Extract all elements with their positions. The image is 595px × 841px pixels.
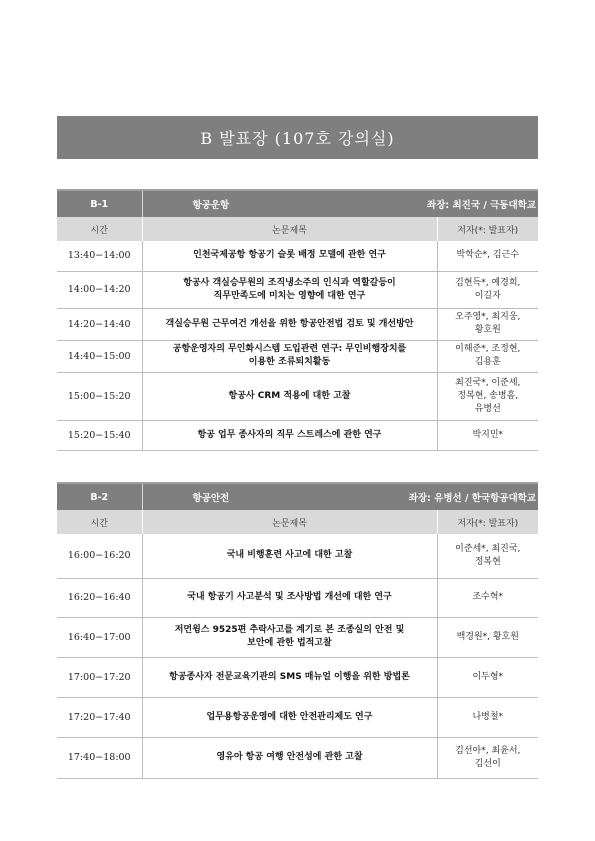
row-authors: 박학순*, 김근수 xyxy=(437,241,538,271)
row-time: 15:00−15:20 xyxy=(57,372,142,420)
column-header-author: 저자(*: 발표자) xyxy=(437,510,538,534)
table-row xyxy=(57,241,538,271)
row-time: 16:20−16:40 xyxy=(57,578,142,617)
row-authors: 최진국*, 이준세, 정복현, 송병흠, 유병선 xyxy=(437,372,538,420)
row-authors: 김현득*, 예경희, 이길자 xyxy=(437,271,538,308)
session-topic: 항공안전 xyxy=(192,493,230,504)
row-authors: 오주영*, 최지웅, 황호원 xyxy=(437,308,538,340)
row-authors: 백경원*, 황호원 xyxy=(437,617,538,657)
session-chair: 좌장: 유병선 / 한국항공대학교 xyxy=(408,493,537,504)
column-header-title: 논문제목 xyxy=(142,217,437,241)
row-time: 17:00−17:20 xyxy=(57,657,142,697)
row-authors: 이해준*, 조정현, 김용훈 xyxy=(437,340,538,372)
row-time: 14:00−14:20 xyxy=(57,271,142,308)
row-title: 영유아 항공 여행 안전성에 관한 고찰 xyxy=(142,737,437,778)
row-title: 항공사 CRM 적용에 대한 고찰 xyxy=(142,372,437,420)
column-header-title: 논문제목 xyxy=(142,510,437,534)
row-authors: 이두형* xyxy=(437,657,538,697)
row-time: 17:40−18:00 xyxy=(57,737,142,778)
table-row xyxy=(57,340,538,372)
table-row xyxy=(57,737,538,778)
row-title: 인천국제공항 항공기 슬롯 배정 모델에 관한 연구 xyxy=(142,241,437,271)
row-time: 13:40−14:00 xyxy=(57,241,142,271)
session-table-b1 xyxy=(57,189,538,451)
row-title: 항공 업무 종사자의 직무 스트레스에 관한 연구 xyxy=(142,420,437,450)
row-title: 업무용항공운영에 대한 안전관리제도 연구 xyxy=(142,697,437,737)
row-title: 객실승무원 근무여건 개선을 위한 항공안전법 검토 및 개선방안 xyxy=(142,308,437,340)
column-header-time: 시간 xyxy=(57,510,142,534)
session-table-b2 xyxy=(57,482,538,779)
session-topic: 항공운항 xyxy=(192,200,230,211)
row-title: 공항운영자의 무인화시스템 도입관련 연구: 무인비행장치를 이용한 조류퇴치활동 xyxy=(142,340,437,372)
row-time: 16:00−16:20 xyxy=(57,534,142,578)
row-authors: 나병철* xyxy=(437,697,538,737)
row-time: 15:20−15:40 xyxy=(57,420,142,450)
row-authors: 박지민* xyxy=(437,420,538,450)
row-authors: 김선아*, 최윤서, 김선이 xyxy=(437,737,538,778)
table-row xyxy=(57,372,538,420)
session-code: B-1 xyxy=(57,190,142,217)
row-title: 저먼윙스 9525편 추락사고를 계기로 본 조종실의 안전 및 보안에 관한 법적고찰 xyxy=(142,617,437,657)
row-time: 17:20−17:40 xyxy=(57,697,142,737)
table-row xyxy=(57,420,538,450)
session-code: B-2 xyxy=(57,483,142,510)
table-row xyxy=(57,697,538,737)
row-title: 항공사 객실승무원의 조직냉소주의 인식과 역할갈등이 직무만족도에 미치는 영향에 대한 연구 xyxy=(142,271,437,308)
table-row xyxy=(57,534,538,578)
table-row xyxy=(57,657,538,697)
row-time: 16:40−17:00 xyxy=(57,617,142,657)
column-header-time: 시간 xyxy=(57,217,142,241)
row-title: 국내 비행훈련 사고에 대한 고찰 xyxy=(142,534,437,578)
table-row xyxy=(57,308,538,340)
row-authors: 이준세*, 최진국, 정복현 xyxy=(437,534,538,578)
table-row xyxy=(57,578,538,617)
row-time: 14:40−15:00 xyxy=(57,340,142,372)
row-time: 14:20−14:40 xyxy=(57,308,142,340)
row-authors: 조수혁* xyxy=(437,578,538,617)
session-chair: 좌장: 최진국 / 극동대학교 xyxy=(427,200,536,211)
page-title: B 발표장 (107호 강의실) xyxy=(57,116,538,159)
column-header-author: 저자(*: 발표자) xyxy=(437,217,538,241)
table-row xyxy=(57,271,538,308)
row-title: 국내 항공기 사고분석 및 조사방법 개선에 대한 연구 xyxy=(142,578,437,617)
row-title: 항공종사자 전문교육기관의 SMS 매뉴얼 이행을 위한 방법론 xyxy=(142,657,437,697)
table-row xyxy=(57,617,538,657)
